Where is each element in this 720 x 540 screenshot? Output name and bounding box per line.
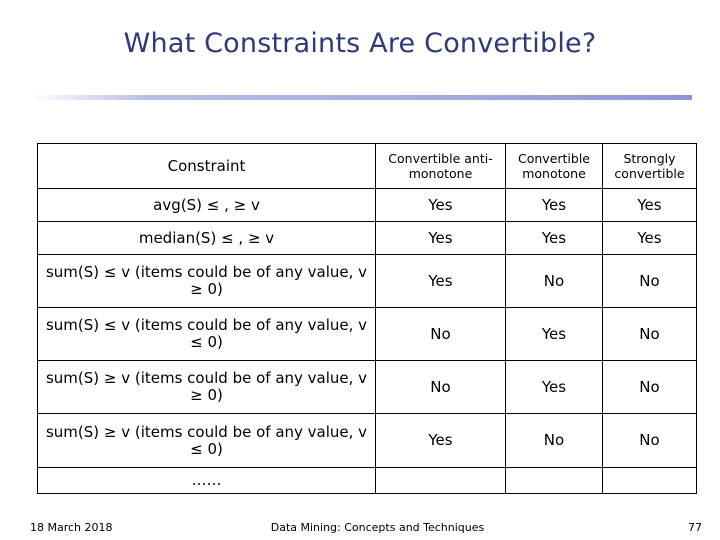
monotone-cell: Yes [506,308,603,361]
monotone-cell: Yes [506,222,603,255]
slide-title: What Constraints Are Convertible? [123,28,597,59]
anti-monotone-cell: Yes [376,222,506,255]
constraint-cell: avg(S) ≤ , ≥ v [38,189,376,222]
footer-date: 18 March 2018 [30,521,113,534]
monotone-cell: Yes [506,189,603,222]
table-row [38,414,697,468]
strongly-convertible-cell [603,468,697,494]
strongly-convertible-cell: Yes [603,189,697,222]
header-row [38,144,697,189]
anti-monotone-cell: No [376,361,506,414]
constraint-cell: sum(S) ≤ v (items could be of any value, v ≥ 0) [38,255,376,308]
strongly-convertible-cell: No [603,414,697,468]
header-convertible-anti-monotone: Convertible anti-monotone [376,144,506,189]
monotone-cell [506,468,603,494]
header-convertible-monotone: Convertible monotone [506,144,603,189]
anti-monotone-cell: Yes [376,255,506,308]
monotone-cell: No [506,414,603,468]
strongly-convertible-cell: No [603,308,697,361]
footer-page-number: 77 [688,521,702,534]
anti-monotone-cell: Yes [376,189,506,222]
table-row [38,222,697,255]
monotone-cell: No [506,255,603,308]
strongly-convertible-cell: Yes [603,222,697,255]
header-strongly-convertible: Strongly convertible [603,144,697,189]
table-row [38,361,697,414]
constraint-cell: sum(S) ≥ v (items could be of any value, v ≥ 0) [38,361,376,414]
footer-course-title: Data Mining: Concepts and Techniques [270,521,485,534]
constraint-cell: sum(S) ≤ v (items could be of any value, v ≤ 0) [38,308,376,361]
header-constraint: Constraint [38,144,376,189]
constraint-cell: …… [38,468,376,494]
strongly-convertible-cell: No [603,361,697,414]
strongly-convertible-cell: No [603,255,697,308]
monotone-cell: Yes [506,361,603,414]
table-row [38,189,697,222]
anti-monotone-cell: Yes [376,414,506,468]
constraint-cell: sum(S) ≥ v (items could be of any value, v ≤ 0) [38,414,376,468]
title-divider [30,95,692,100]
constraint-cell: median(S) ≤ , ≥ v [38,222,376,255]
table-row [38,255,697,308]
anti-monotone-cell [376,468,506,494]
convertible-constraints-table [37,143,697,494]
table-row [38,308,697,361]
anti-monotone-cell: No [376,308,506,361]
table-row [38,468,697,494]
